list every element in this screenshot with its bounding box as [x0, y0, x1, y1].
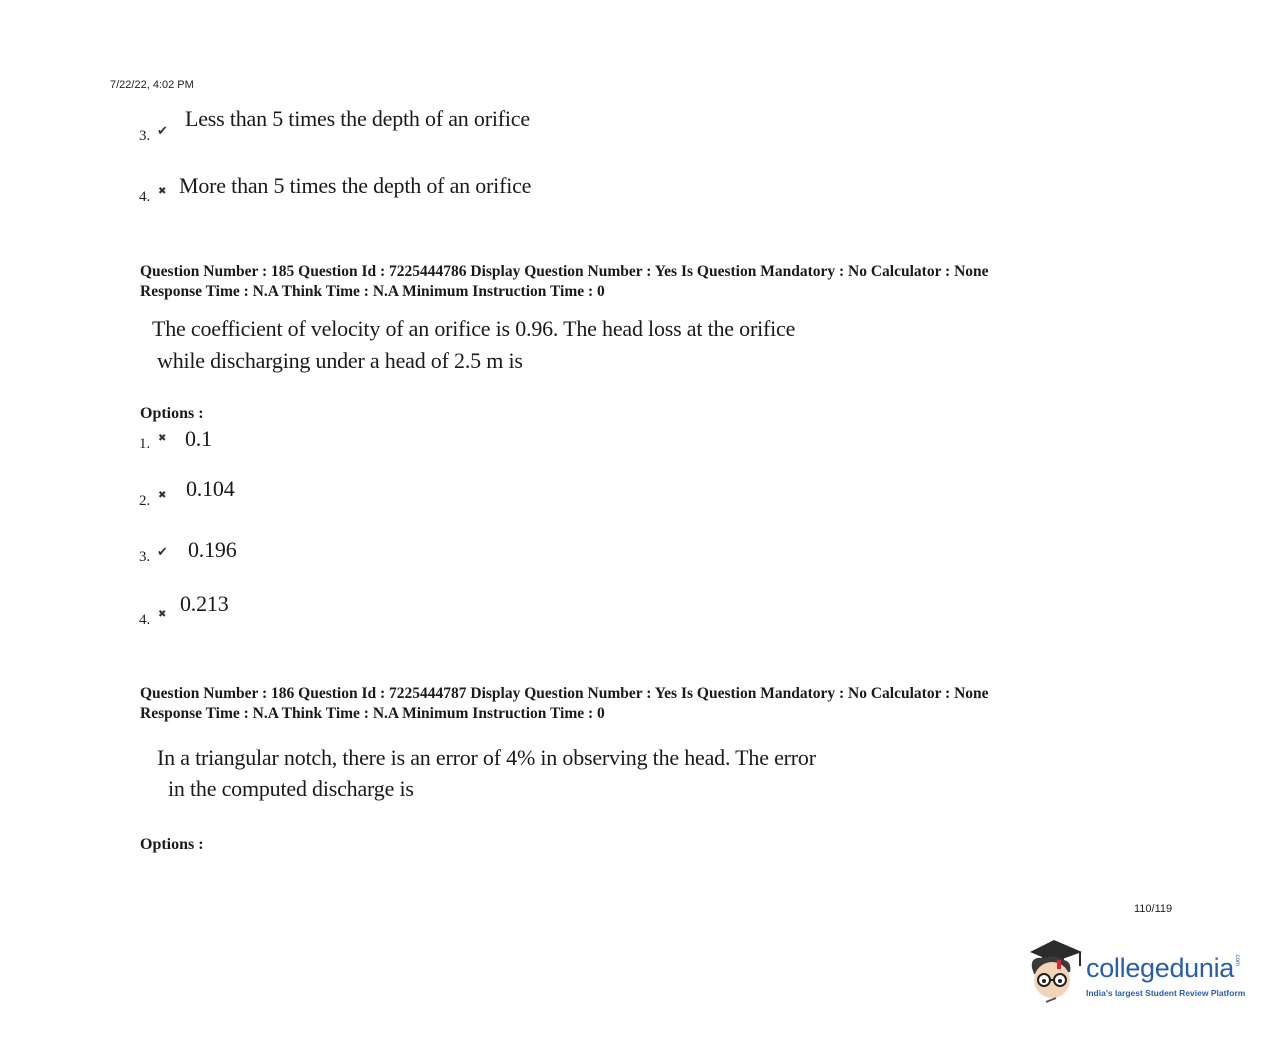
- question-meta-line1: Question Number : 186 Question Id : 7225444787 Display Question Number : Yes Is Question Mandatory : No Calculator : None: [140, 685, 989, 702]
- brand-tagline: India's largest Student Review Platform: [1086, 988, 1246, 998]
- options-label: Options :: [140, 405, 204, 422]
- brand-mascot-logo: [1024, 938, 1086, 1008]
- cross-icon: ✖: [158, 609, 167, 620]
- option-text: 0.1: [185, 426, 212, 451]
- option-text: 0.213: [180, 591, 229, 616]
- brand-name: collegedunia: [1086, 953, 1235, 983]
- cross-icon: ✖: [158, 490, 167, 501]
- option-number: 2.: [139, 493, 151, 509]
- option-number: 4.: [139, 189, 151, 205]
- option-text: Less than 5 times the depth of an orifice: [185, 106, 530, 131]
- question-text-line1: In a triangular notch, there is an error of 4% in observing the head. The error: [157, 745, 816, 770]
- brand-suffix: .com: [1234, 953, 1241, 967]
- print-timestamp: 7/22/22, 4:02 PM: [110, 79, 194, 91]
- option-text: 0.104: [186, 476, 235, 501]
- option-number: 1.: [139, 436, 151, 452]
- question-meta-line1: Question Number : 185 Question Id : 7225444786 Display Question Number : Yes Is Question Mandatory : No Calculator : None: [140, 263, 989, 280]
- option-text: 0.196: [188, 537, 237, 562]
- question-text-line2: while discharging under a head of 2.5 m is: [157, 348, 523, 373]
- cross-icon: ✖: [158, 433, 167, 444]
- brand-wordmark: [1086, 953, 1240, 984]
- question-meta-line2: Response Time : N.A Think Time : N.A Minimum Instruction Time : 0: [140, 705, 605, 722]
- option-number: 4.: [139, 612, 151, 628]
- option-number: 3.: [139, 549, 151, 565]
- question-text-line1: The coefficient of velocity of an orifice is 0.96. The head loss at the orifice: [152, 316, 796, 341]
- option-text: More than 5 times the depth of an orifice: [179, 173, 532, 198]
- question-meta-line2: Response Time : N.A Think Time : N.A Minimum Instruction Time : 0: [140, 283, 605, 300]
- page-counter: 110/119: [1134, 903, 1173, 915]
- check-icon: ✔: [157, 124, 168, 139]
- question-text-line2: in the computed discharge is: [168, 776, 414, 801]
- cross-icon: ✖: [158, 186, 167, 197]
- check-icon: ✔: [157, 545, 168, 560]
- option-number: 3.: [139, 128, 151, 144]
- options-label: Options :: [140, 836, 204, 853]
